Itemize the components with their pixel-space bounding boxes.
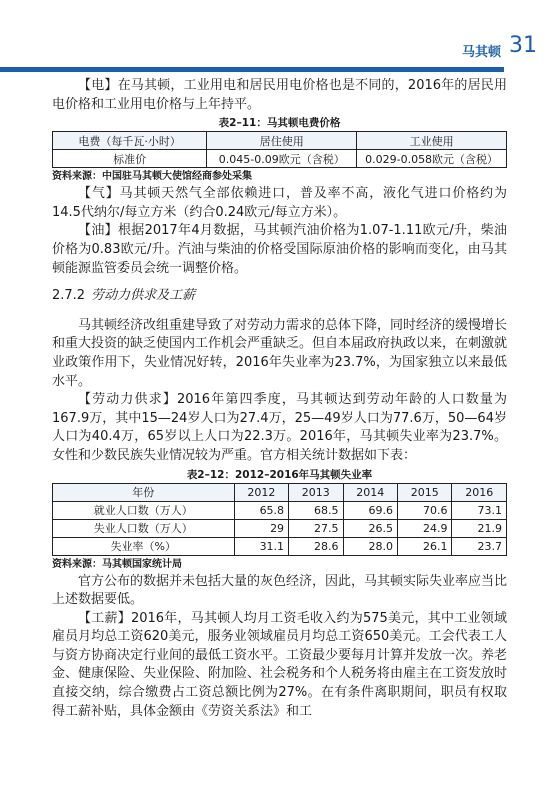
- table-cell: 28.6: [289, 537, 343, 555]
- table-row-label: 失业人口数（万人）: [53, 519, 235, 537]
- table-cell: 65.8: [234, 501, 288, 519]
- page-number: 31: [509, 33, 537, 58]
- table-cell: 27.5: [289, 519, 343, 537]
- table-cell: 26.1: [398, 537, 452, 555]
- section-number: 2.7.2: [52, 288, 86, 304]
- table-header-cell: 2015: [398, 483, 452, 501]
- table-row-label: 就业人口数（万人）: [53, 501, 235, 519]
- table-header-row: [53, 132, 507, 150]
- table-header-cell: 2013: [289, 483, 343, 501]
- table-caption-electricity: 表2–11：马其顿电费价格: [218, 117, 341, 130]
- table-cell: 70.6: [398, 501, 452, 519]
- paragraph-wages: 【工薪】2016年，马其顿人均月工资毛收入约为575美元，其中工业领域雇员月均总工资620美元，服务业领域雇员月均总工资650美元。工会代表工人与资方协商决定行业间的最低工资水平。工资最少要每月计算并发放一次。养老金、健康保险、失业保险、附加险、社会税务和个人税务将由雇主在工资发放时直接交纳，综合缴费占工资总额比例为27%。在有条件离职期间，职员有权取得工薪补贴，具体金额由《劳资关系法》和工: [52, 610, 508, 719]
- table-header-cell: 2012: [234, 483, 288, 501]
- table-cell: 68.5: [289, 501, 343, 519]
- paragraph-electricity: 【电】在马其顿，工业用电和居民用电价格也是不同的，2016年的居民用电价格和工业用电价格与上年持平。: [52, 78, 507, 112]
- table-row: [53, 519, 507, 537]
- electricity-price-table: [52, 131, 507, 168]
- paragraph-grey-economy: 官方公布的数据并未包括大量的灰色经济，因此，马其顿实际失业率应当比上述数据要低。: [52, 573, 508, 608]
- table-cell: 标准价: [53, 150, 207, 168]
- table-header-row: [53, 483, 507, 501]
- table-cell: 31.1: [234, 537, 288, 555]
- paragraph-gas: 【气】马其顿天然气全部依赖进口，普及率不高，液化气进口价格约为14.5代纳尔/每立方米（约合0.24欧元/每立方米）。: [52, 186, 507, 220]
- table-row: [53, 150, 507, 168]
- table-source-unemployment: 资料来源：马其顿国家统计局: [52, 558, 182, 570]
- table-source-electricity: 资料来源：中国驻马其顿大使馆经商参处采集: [52, 171, 252, 183]
- paragraph-labor-intro: 马其顿经济改组重建导致了对劳动力需求的总体下降，同时经济的缓慢增长和重大投资的缺乏使国内工作机会严重缺乏。但自本届政府执政以来，在刺激就业政策作用下，失业情况好转，2016年失业率为23.7%，为国家独立以来最低水平。: [52, 317, 508, 389]
- table-row: [53, 537, 507, 555]
- table-row: [53, 501, 507, 519]
- table-row-label: 失业率（%）: [53, 537, 235, 555]
- table-header-cell: 年份: [53, 483, 235, 501]
- table-cell: 0.045-0.09欧元（含税）: [207, 150, 357, 168]
- table-caption-unemployment: 表2–12：2012–2016年马其顿失业率: [186, 468, 373, 481]
- table-header-cell: 2016: [452, 483, 507, 501]
- table-cell: 24.9: [398, 519, 452, 537]
- running-header-title: 马其顿: [462, 45, 502, 60]
- table-header-cell: 居住使用: [207, 132, 357, 150]
- table-header-cell: 工业使用: [357, 132, 507, 150]
- section-title: 劳动力供求及工薪: [91, 288, 196, 304]
- table-cell: 26.5: [343, 519, 397, 537]
- table-cell: 69.6: [343, 501, 397, 519]
- table-header-cell: 2014: [343, 483, 397, 501]
- table-header-cell: 电费（每千瓦·小时）: [53, 132, 207, 150]
- unemployment-table: [52, 483, 507, 556]
- table-cell: 23.7: [452, 537, 507, 555]
- table-cell: 28.0: [343, 537, 397, 555]
- page-content: [52, 72, 507, 721]
- table-cell: 73.1: [452, 501, 507, 519]
- table-cell: 29: [234, 519, 288, 537]
- paragraph-oil: 【油】根据2017年4月数据，马其顿汽油价格为1.07-1.11欧元/升，柴油价格为0.83欧元/升。汽油与柴油的价格受国际原油价格的影响而变化，由马其顿能源监管委员会统一调整价格。: [52, 223, 507, 276]
- paragraph-labor-supply: 【劳动力供求】2016年第四季度，马其顿达到劳动年龄的人口数量为167.9万，其中15—24岁人口为27.4万，25—49岁人口为77.6万，50—64岁人口为40.4万，65岁以上人口为22.3万。2016年，马其顿失业率为23.7%。女性和少数民族失业情况较为严重。官方相关统计数据如下表：: [52, 392, 507, 463]
- section-heading: [52, 287, 507, 306]
- table-cell: 0.029-0.058欧元（含税）: [357, 150, 507, 168]
- table-cell: 21.9: [452, 519, 507, 537]
